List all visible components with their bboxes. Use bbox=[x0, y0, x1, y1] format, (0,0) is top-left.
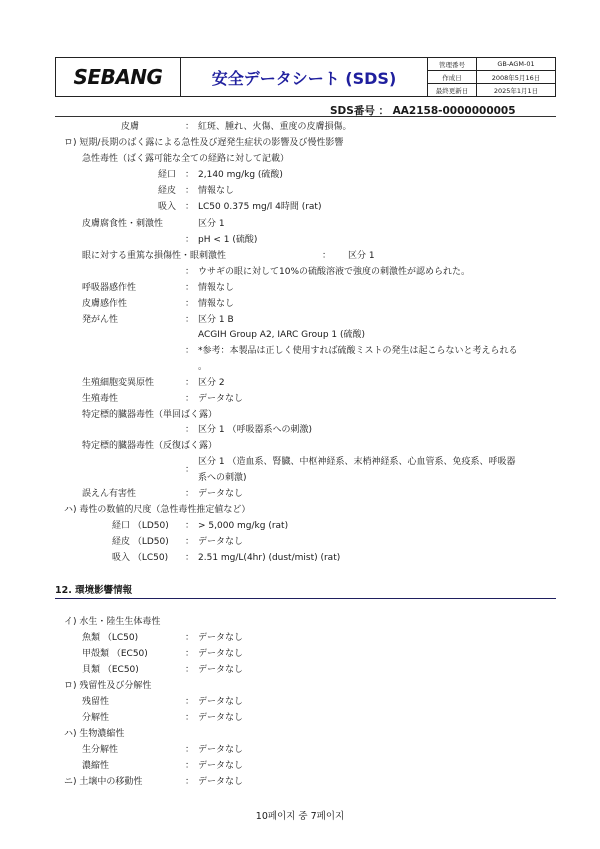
meta-label: 作成日 bbox=[428, 71, 477, 83]
document-title: 安全データシート (SDS) bbox=[181, 58, 428, 96]
line-label: 呼吸器感作性 bbox=[82, 283, 137, 293]
meta-value: 2008年5月16日 bbox=[491, 73, 541, 82]
divider bbox=[55, 116, 556, 117]
meta-row bbox=[428, 58, 555, 71]
document-meta-table bbox=[428, 58, 555, 96]
line-label: 吸入 （LC50) bbox=[112, 553, 169, 563]
line-sep: ： bbox=[185, 378, 195, 388]
line-sep: ： bbox=[185, 346, 195, 356]
line-sep: ： bbox=[185, 202, 195, 212]
line-label: 甲殻類 （EC50) bbox=[82, 649, 148, 659]
company-logo: SEBANG bbox=[56, 58, 181, 96]
line-value: データなし bbox=[198, 649, 244, 659]
line-sep: ： bbox=[185, 489, 195, 499]
line-label: 皮膚 bbox=[121, 122, 140, 132]
line-label: 濃縮性 bbox=[82, 761, 110, 771]
line-value: データなし bbox=[198, 489, 244, 499]
line-value: 紅斑、腫れ、火傷、重度の皮膚損傷。 bbox=[198, 122, 352, 132]
line-sep: ： bbox=[185, 122, 195, 132]
line-value: データなし bbox=[198, 713, 244, 723]
line-sep: ： bbox=[185, 170, 195, 180]
line-value: データなし bbox=[198, 777, 244, 787]
line-label: 魚類 （LC50) bbox=[82, 633, 139, 643]
line-sep: ： bbox=[185, 713, 195, 723]
line-value: 区分 1 bbox=[348, 251, 375, 261]
line-label: 生分解性 bbox=[82, 745, 119, 755]
line-sep: ： bbox=[185, 299, 195, 309]
subsection-heading: 特定標的臓器毒性（反復ばく露） bbox=[82, 441, 218, 451]
line-sep: ： bbox=[185, 425, 195, 435]
sds-number: SDS番号 ： AA2158-0000000005 bbox=[330, 105, 516, 117]
meta-value: GB-AGM-01 bbox=[497, 60, 535, 68]
line-sep: ： bbox=[185, 777, 195, 787]
meta-label: 最終更新日 bbox=[428, 84, 477, 96]
line-sep: ： bbox=[185, 633, 195, 643]
line-sep: ： bbox=[185, 521, 195, 531]
subsection-heading: 特定標的臓器毒性（単回ばく露） bbox=[82, 410, 218, 420]
line-label: 経口 （LD50) bbox=[112, 521, 169, 531]
line-sep: ： bbox=[185, 394, 195, 404]
line-sep: ： bbox=[185, 697, 195, 707]
line-value: 区分 1 bbox=[198, 219, 225, 229]
line-value: 情報なし bbox=[198, 186, 235, 196]
line-label: 経皮 bbox=[158, 186, 177, 196]
document-header bbox=[55, 57, 556, 97]
line-sep: ： bbox=[185, 537, 195, 547]
line-value: 区分 1 B bbox=[198, 315, 234, 325]
subsection-heading: ロ) 短期/長期のばく露による急性及び遅発生症状の影響及び慢性影響 bbox=[64, 138, 344, 148]
line-label: 眼に対する重篤な損傷性・眼刺激性 bbox=[82, 251, 227, 261]
line-label: 残留性 bbox=[82, 697, 110, 707]
line-value: 系への刺激) bbox=[198, 473, 247, 483]
line-value: 2,140 mg/kg (硫酸) bbox=[198, 170, 283, 180]
line-value: データなし bbox=[198, 761, 244, 771]
line-value: データなし bbox=[198, 633, 244, 643]
line-label: 分解性 bbox=[82, 713, 110, 723]
line-sep: ： bbox=[185, 267, 195, 277]
line-value: pH < 1 (硫酸) bbox=[198, 235, 258, 245]
page-footer: 10페이지 중 7페이지 bbox=[255, 811, 345, 822]
section-heading: 12. 環境影響情報 bbox=[55, 582, 556, 599]
line-value: 2.51 mg/L(4hr) (dust/mist) (rat) bbox=[198, 553, 341, 563]
subsection-heading: ハ) 生物濃縮性 bbox=[64, 729, 125, 739]
line-label: 吸入 bbox=[158, 202, 177, 212]
line-sep: ： bbox=[185, 465, 195, 475]
line-sep: ： bbox=[185, 745, 195, 755]
line-sep: ： bbox=[185, 553, 195, 563]
line-sep: ： bbox=[185, 235, 195, 245]
line-value: ウサギの眼に対して10%の硫酸溶液で強度の刺激性が認められた。 bbox=[198, 267, 471, 277]
line-value: 情報なし bbox=[198, 283, 235, 293]
line-value: 区分 2 bbox=[198, 378, 225, 388]
line-value: > 5,000 mg/kg (rat) bbox=[198, 521, 289, 531]
line-value: *参考：本製品は正しく使用すれば硫酸ミストの発生は起こらないと考えられる bbox=[198, 346, 518, 356]
line-sep: ： bbox=[185, 315, 195, 325]
line-value: ACGIH Group A2, IARC Group 1 (硫酸) bbox=[198, 330, 366, 340]
line-value: データなし bbox=[198, 745, 244, 755]
meta-row bbox=[428, 84, 555, 96]
line-label: 生殖細胞変異原性 bbox=[82, 378, 155, 388]
line-label: 皮膚腐食性・刺激性 bbox=[82, 219, 164, 229]
subsection-heading: イ) 水生・陸生生体毒性 bbox=[64, 617, 161, 627]
line-value: 情報なし bbox=[198, 299, 235, 309]
line-sep: ： bbox=[185, 186, 195, 196]
line-sep: ： bbox=[185, 649, 195, 659]
meta-value: 2025年1月1日 bbox=[493, 86, 539, 95]
line-sep: ： bbox=[322, 251, 332, 261]
line-value: 区分 1 （呼吸器系への刺激) bbox=[198, 425, 312, 435]
line-label: 経皮 （LD50) bbox=[112, 537, 169, 547]
line-value: 。 bbox=[198, 362, 208, 372]
line-value: データなし bbox=[198, 537, 244, 547]
subsection-heading: ハ) 毒性の数値的尺度（急性毒性推定値など） bbox=[64, 505, 251, 515]
line-sep: ： bbox=[185, 665, 195, 675]
line-label: 貝類 （EC50) bbox=[82, 665, 139, 675]
subsection-heading: ニ) 土壌中の移動性 bbox=[64, 777, 143, 787]
line-label: 経口 bbox=[158, 170, 177, 180]
line-value: 区分 1 （造血系、腎臓、中枢神経系、末梢神経系、心血管系、免疫系、呼吸器 bbox=[198, 457, 516, 467]
line-label: 生殖毒性 bbox=[82, 394, 119, 404]
line-sep: ： bbox=[185, 761, 195, 771]
line-value: データなし bbox=[198, 697, 244, 707]
line-sep: ： bbox=[185, 283, 195, 293]
line-value: データなし bbox=[198, 394, 244, 404]
meta-label: 管理番号 bbox=[428, 58, 477, 70]
meta-row bbox=[428, 71, 555, 84]
subsection-heading: ロ) 残留性及び分解性 bbox=[64, 681, 152, 691]
line-value: LC50 0.375 mg/l 4時間 (rat) bbox=[198, 202, 322, 212]
line-label: 誤えん有害性 bbox=[82, 489, 137, 499]
line-value: データなし bbox=[198, 665, 244, 675]
subsection-heading: 急性毒性（ばく露可能な全ての経路に対して記載） bbox=[82, 154, 290, 164]
line-label: 発がん性 bbox=[82, 315, 119, 325]
line-label: 皮膚感作性 bbox=[82, 299, 128, 309]
